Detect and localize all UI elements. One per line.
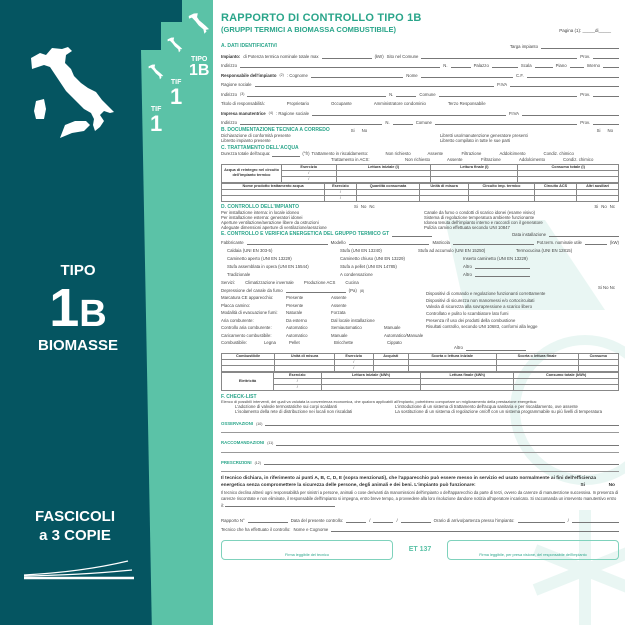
prov-field[interactable] xyxy=(593,92,619,97)
interno-field[interactable] xyxy=(603,63,619,68)
prop-label: Controllo aria comburente: xyxy=(221,325,272,331)
data-day-field[interactable] xyxy=(346,518,366,523)
no-header: No xyxy=(360,204,367,210)
type-stufa-pellet[interactable]: Stufa a pellet (UNI EN 14785) xyxy=(340,263,397,269)
impianto-label: Impianto: xyxy=(221,53,241,59)
table-cell[interactable]: / xyxy=(282,170,337,176)
targa-field[interactable] xyxy=(541,44,619,49)
no-header: No xyxy=(601,204,607,210)
impresa-comune-field[interactable] xyxy=(435,120,577,125)
table-cell[interactable]: / xyxy=(325,189,357,195)
tab-label-big: 1B xyxy=(189,62,210,79)
section-f-title: F. CHECK-LIST xyxy=(221,393,257,400)
table-cell[interactable] xyxy=(469,195,535,201)
combustibile-table xyxy=(221,353,619,372)
prop-option[interactable]: Bricchette xyxy=(334,340,354,346)
potenza-field[interactable] xyxy=(322,54,372,59)
nome-label: Nome xyxy=(406,72,418,78)
indirizzo-resp-field[interactable] xyxy=(247,92,386,97)
option-addolcimento[interactable]: Addolcimento xyxy=(519,157,546,163)
table-header: Consumo totale (kWh) xyxy=(514,372,619,378)
cf-field[interactable] xyxy=(527,73,619,78)
si-header: Si xyxy=(354,204,358,210)
table-header: Acquisti xyxy=(373,353,408,359)
option-occupante[interactable]: Occupante xyxy=(331,101,352,107)
n-label: N. xyxy=(443,63,448,69)
italy-mini-icon xyxy=(148,62,164,84)
reintegro-table xyxy=(221,164,619,183)
cover-type-block xyxy=(0,262,156,354)
data-year-field[interactable] xyxy=(401,518,431,523)
table-header: Circuito imp. termico xyxy=(469,183,535,189)
check-valvola[interactable]: Valvola di sicurezza alla sovrapressione a scarico libero xyxy=(426,304,532,310)
prop-option[interactable]: Altro xyxy=(454,345,463,351)
prov-label: Prov. xyxy=(580,91,591,97)
n-field[interactable] xyxy=(451,63,471,68)
table-cell[interactable]: / xyxy=(334,365,373,371)
option-terzo-responsabile[interactable]: Terzo Responsabile xyxy=(447,101,486,107)
matricola-label: Matricola xyxy=(432,239,450,245)
modello-field[interactable] xyxy=(349,240,430,245)
prop-option[interactable]: Automatico xyxy=(286,332,308,338)
orario-label: Orario di arrivo/partenza presso l'impianto: xyxy=(433,517,515,523)
section-d-title: D. CONTROLLO DELL'IMPIANTO xyxy=(221,203,300,210)
check-risultati[interactable]: Risultati controllo, secondo UNI 10683, conformi alla legge xyxy=(426,324,538,330)
prop-label: Placca camino: xyxy=(221,302,251,308)
firma-tecnico-box[interactable] xyxy=(221,540,393,560)
check-libretto-impianto[interactable]: Libretto impianto presente xyxy=(221,138,271,144)
table-cell[interactable] xyxy=(496,365,578,371)
prescrizioni-label: PRESCRIZIONI xyxy=(221,459,252,465)
scala-label: Scala xyxy=(520,63,532,69)
check-regolazione[interactable]: Sistema di regolazione temperatura ambiente funzionante xyxy=(424,214,535,220)
prop-option[interactable]: Forzata xyxy=(331,310,346,316)
check-locale-idoneo[interactable]: Per installazione interna: in locale idoneo xyxy=(221,209,300,215)
table-cell[interactable] xyxy=(420,195,469,201)
tab-label-small: TIPO xyxy=(191,56,208,63)
firma-tecnico-label: Firma leggibile del tecnico xyxy=(285,552,329,557)
si-header: Si xyxy=(594,204,599,210)
checklist-item[interactable]: L'introduzione di un sistema di trattamento dell'acqua sanitaria e per riscaldamento, ove assente xyxy=(395,404,578,410)
type-caldaia[interactable]: Caldaia (UNI EN 303-5) xyxy=(227,247,273,253)
type-stufa-assemblata[interactable]: Stufa assemblata in opera (UNI EN 15544) xyxy=(227,263,309,269)
servizio-cucina[interactable]: Cucina xyxy=(345,279,359,285)
table-header: Unità di misura xyxy=(420,183,469,189)
comune-resp-field[interactable] xyxy=(439,92,578,97)
fabbricante-label: Fabbricante xyxy=(221,239,244,245)
type-tradizionale[interactable]: Tradizionale xyxy=(227,271,251,277)
risc-label: Trattamento in riscaldamento: xyxy=(311,151,369,157)
piva-field[interactable] xyxy=(510,82,619,87)
acs-label: Trattamento in ACS: xyxy=(331,157,370,163)
checklist-item[interactable]: La sostituzione di un sistema di regolazione on/off con un sistema programmabile su più livelli di temperatura xyxy=(395,409,602,415)
si-header: Si xyxy=(350,128,355,134)
italy-mini-icon xyxy=(188,12,210,38)
table-cell[interactable]: / xyxy=(334,359,373,365)
type-stufa-accumulo[interactable]: Stufa ad accumulo (UNI EN 15250) xyxy=(418,247,486,253)
table-row xyxy=(222,365,619,371)
n-label: N. xyxy=(389,91,394,97)
firma-responsabile-box[interactable] xyxy=(447,540,619,560)
table-cell[interactable]: / xyxy=(282,176,337,182)
table-header: Consumo totale (l) xyxy=(518,164,619,170)
prop-label: Aria comburente: xyxy=(221,317,254,323)
table-row xyxy=(222,176,619,182)
table-cell[interactable] xyxy=(222,365,275,371)
table-row xyxy=(222,195,619,201)
table-header: Lettura iniziale (l) xyxy=(336,164,431,170)
table-header: Scorta o lettura finale xyxy=(496,353,578,359)
prov-field[interactable] xyxy=(593,54,619,59)
prop-label: Caricamento combustibile: xyxy=(221,332,272,338)
prov-label: Prov. xyxy=(580,53,590,59)
comune-label: Comune xyxy=(419,91,436,97)
table-cell[interactable] xyxy=(336,176,431,182)
type-termocucina[interactable]: Termocucina (UNI EN 12815) xyxy=(516,247,573,253)
n-field[interactable] xyxy=(396,92,416,97)
prop-option[interactable]: Legna xyxy=(264,340,276,346)
table-header: Esercizio xyxy=(282,164,337,170)
nc-header: Nc xyxy=(609,204,615,210)
check-generatori-idonei[interactable]: Per installazione esterna: generatori idonei xyxy=(221,214,303,220)
indirizzo-label: Indirizzo xyxy=(221,63,238,69)
altro-field[interactable] xyxy=(466,346,526,351)
check-pulizia-camino[interactable]: Pulizia camino effettuata secondo UNI 10847 xyxy=(424,224,510,230)
responsabile-label: Responsabile dell'impianto xyxy=(221,72,277,78)
impresa-piva-field[interactable] xyxy=(522,111,619,116)
prop-option[interactable]: Dal locale installazione xyxy=(331,317,375,323)
data-month-field[interactable] xyxy=(373,518,393,523)
type-altro[interactable]: Altro xyxy=(463,263,472,269)
footnote-ref: (12) xyxy=(254,460,261,465)
trattamento-table xyxy=(221,183,619,202)
table-cell[interactable] xyxy=(578,365,618,371)
comune-label: Comune xyxy=(415,120,432,126)
osservazioni-field[interactable] xyxy=(265,421,619,426)
prop-label: Marcatura CE apparecchio: xyxy=(221,295,274,301)
nome-cognome-label: Nome e Cognome xyxy=(293,527,329,533)
nome-field[interactable] xyxy=(421,73,513,78)
durezza-label: Durezza totale dell'acqua: xyxy=(221,151,271,157)
modello-label: Modello xyxy=(330,239,346,245)
depressione-field[interactable] xyxy=(286,288,346,293)
type-condensazione[interactable]: A condensazione xyxy=(340,271,373,277)
prop-option[interactable]: Manuale xyxy=(384,325,401,331)
type-caminetto-chiuso[interactable]: Caminetto chiuso (UNI EN 13229) xyxy=(340,255,405,261)
table-header: Nome prodotto trattamento acqua xyxy=(222,183,325,189)
prop-option[interactable]: Assente xyxy=(331,302,347,308)
ragione-sociale-field[interactable] xyxy=(255,82,494,87)
matricola-field[interactable] xyxy=(453,240,534,245)
ragione-sociale-label: Ragione sociale xyxy=(221,82,252,88)
page-counter: Pagina (1): _____di_____ xyxy=(559,28,611,33)
piva-label: P.IVA xyxy=(497,82,508,88)
cover-fascicoli-line1: FASCICOLI xyxy=(34,508,115,525)
type-stufa[interactable]: Stufa (UNI EN 13240) xyxy=(340,247,382,253)
fabbricante-field[interactable] xyxy=(247,240,328,245)
rapporto-label: Rapporto N° xyxy=(221,517,245,523)
no-header: No xyxy=(607,128,613,134)
declaration-si[interactable]: Si xyxy=(580,482,585,488)
table-header: Acqua di reintegro nel circuito dell'impianto termico xyxy=(222,164,282,182)
manutenzione-date-field[interactable] xyxy=(225,502,335,507)
option-condiz-chimico[interactable]: Condiz. chimico xyxy=(543,151,574,157)
type-inserto-caminetto[interactable]: Inserto caminetto (UNI EN 13229) xyxy=(463,255,528,261)
nc-header: Nc xyxy=(369,204,375,210)
no-header: No xyxy=(603,285,609,291)
section-b-title: B. DOCUMENTAZIONE TECNICA A CORREDO xyxy=(221,127,330,134)
table-header: Esercizio xyxy=(325,183,357,189)
check-libretto-compilato[interactable]: Libretto compilato in tutte le sue parti xyxy=(440,138,511,144)
table-header: Quantità consumata xyxy=(356,183,419,189)
check-canale-fumo[interactable]: Canale da fumo o condotti di scarico idonei (esame visivo) xyxy=(424,209,536,215)
tab-label-big: 1 xyxy=(170,84,183,109)
piano-field[interactable] xyxy=(570,63,584,68)
table-header: Consumo xyxy=(578,353,618,359)
table-cell[interactable] xyxy=(373,365,408,371)
footnote-ref: (8) xyxy=(359,288,365,293)
checklist-item[interactable]: L'isolamento della rete di distribuzione nei locali non riscaldati xyxy=(235,409,353,415)
servizio-climatizzazione[interactable]: Climatizzazione invernale xyxy=(245,279,294,285)
section-e-title: E. CONTROLLO E VERIFICA ENERGETICA DEL GRUPPO TERMICO GT xyxy=(221,231,390,238)
pot-term-field[interactable] xyxy=(585,240,607,245)
disclaimer-text: Il tecnico declina altresì ogni responsabilità per sinistri a persone, animali o cose derivanti da manomissioni dell'impianto o dell'apparecchio da parte di terzi, ovvero da carenze di manutenzione successiva. In presenza di carenze riscontrate e non eliminate, il responsabile dell'impianto si impegna, entro breve tempo, a provvedere alla loro risoluzione dandone notizia all'operatore incaricato. Si raccomanda un intervento manutentivo entro il: xyxy=(221,490,619,509)
elettricita-table xyxy=(221,372,619,391)
check-presenza-rif[interactable]: Presenza rif uso dei prodotti della combustione xyxy=(426,317,516,323)
prop-option[interactable]: Automatico xyxy=(286,325,308,331)
tecnico-label: Tecnico che ha effettuato il controllo: xyxy=(221,527,291,533)
check-sicurezza[interactable]: Dispositivi di sicurezza non manomessi e/o cortocircuitati xyxy=(426,297,535,303)
si-header: Si xyxy=(598,285,602,291)
form-code: ET 137 xyxy=(408,546,432,554)
prop-option[interactable]: Pellet xyxy=(289,340,300,346)
cover-type-number: 1 xyxy=(49,278,80,338)
servizio-acs[interactable]: Produzione ACS xyxy=(303,279,336,285)
table-cell[interactable]: / xyxy=(325,195,357,201)
table-header: Lettura iniziale (kWh) xyxy=(321,372,421,378)
prop-option[interactable]: Assente xyxy=(331,295,347,301)
check-aperture-libere[interactable]: Aperture ventilazione/aerazione libere da ostruzioni xyxy=(221,219,319,225)
option-proprietario[interactable]: Proprietario xyxy=(286,101,310,107)
prop-option[interactable]: Cippato xyxy=(387,340,402,346)
cf-label: C.F. xyxy=(516,72,524,78)
cover-type-letter: B xyxy=(79,293,107,335)
declaration-no[interactable]: No xyxy=(608,482,615,488)
nc-header: Nc xyxy=(609,285,615,291)
data-inst-field[interactable] xyxy=(549,232,619,237)
data-label: Data del presente controllo: xyxy=(290,517,344,523)
table-header: Combustibile xyxy=(222,353,275,359)
tab-label-big: 1 xyxy=(150,111,163,136)
footnote-ref: (11) xyxy=(267,441,274,446)
table-cell[interactable] xyxy=(275,365,335,371)
piano-label: Piano xyxy=(555,63,567,69)
table-header: Esercizio xyxy=(334,353,373,359)
form-sheet: Pagina (1): _____di_____ RAPPORTO DI CONTROLLO TIPO 1B (GRUPPI TERMICI A BIOMASSA COMBUSTIBILE) A. DATI IDENTIFICATIVI Targa impianto Impianto: di Potenza termica nominale totale max (kW) Sito nel Comune Prov. Indirizzo N. Palazzo Scala Piano Interno Responsabile dell'impianto (2) : Cognome Nome C.F. Ragione sociale P.IVA Indirizzo (3) N. Comune Prov. Titolo di responsabilità: Proprietario Occupante Amministratore condominio Terzo Responsabile Impresa manutentrice (4) : Ragione sociale P.IVA Indirizzo N. Comune Prov. B. DOCUMENTAZIONE TECNICA A CORREDO Si No Si No Dichiarazione di conformità presente Libretto impianto presente Libretti uso/manutenzione generatore presenti Libretto compilato in tutte le sue parti C. TRATTAMENTO DELL'ACQUA Durezza totale dell'acqua: (°fr) Trattamento in riscaldamento: Non richiesto Assente Filtrazione Addolcimento Condiz. chimico Trattamento in ACS: Non richiesto Assente Filtrazione Addolcimento Condiz. chimico Acqua di reintegro nel circuito dell'impianto termico Esercizio Lettura iniziale (l) Lettura finale (l) Consumo totale (l) / / Nome prodotto trattamento acqua Esercizio Quantità consumata Unità di misura Circuito imp. termico Circuito ACS Altri ausiliari / / D. CONTROLLO DELL'IMPIANTO Si No Nc Si No Nc Per installazione interna: in locale idoneo Per installazione esterna: generatori idonei Aperture ventilazione/aerazione libere da ostruzioni Adeguate dimensioni aperture di ventilazione/aerazione Canale da fumo o condotti di scarico idonei (esame visivo) Sistema di regolazione temperatura ambiente funzionante Idonea tenuta dell'impianto interno e raccordi con il generatore Pulizia camino effettuata secondo UNI 10847 E. CONTROLLO E VERIFICA ENERGETICA DEL GRUPPO TERMICO GT Data installazione Fabbricante Modello Matricola Pot.term. nominale utile (kW) Caldaia (UNI EN 303-5) Stufa (UNI EN 13240) Stufa ad accumulo (UNI EN 15250) Termocucina (UNI EN 12815) Caminetto aperto (UNI EN 13229) Caminetto chiuso (UNI EN 13229) Inserto caminetto (UNI EN 13229) Stufa assemblata in opera (UNI EN 15544) Stufa a pellet (UNI EN 14785) Altro Tradizionale A condensazione Altro Servizi: Climatizzazione invernale Produzione ACS Cucina Depressione del canale da fumo (Pa) (8) Marcatura CE apparecchio: Presente Assente Placca camino: Presente Assente Modalità di evacuazione fumi: Naturale Forzata Aria comburente: Da esterno Dal locale installazione Controllo aria comburente: Automatico Semiautomatico Manuale Caricamento combustibile: Automatico Manuale Automatico/Manuale Combustibile: Legna Pellet Bricchette Cippato Si No Nc Dispositivi di comando e regolazione funzionanti correttamente Dispositivi di sicurezza non manomessi e/o cortocircuitati Valvola di sicurezza alla sovrapressione a scarico libero Controllato e pulito lo scambiatore lato fumi Presenza rif uso dei prodotti della combustione Risultati controllo, secondo UNI 10683, conformi alla legge Altro Combustibile Unità di misura Esercizio Acquisti Scorta o lettura iniziale Scorta o lettura finale Consumo / / Elettricità Esercizio Lettura iniziale (kWh) Lettura finale (kWh) Consumo totale (kWh) / / F. CHECK-LIST Elenco di possibili interventi, dei quali va valutata la convenienza economica, che qualora applicabili all'impianto, potrebbero comportare un miglioramento della prestazione energetica: L'adozione di valvole termostatiche sui corpi scaldanti L'introduzione di un sistema di trattamento dell'acqua sanitaria e per riscaldamento, ove assente L'isolamento della rete di distribuzione nei locali non riscaldati La sostituzione di un sistema di regolazione on/off con un sistema programmabile su più livelli di temperatura OSSERVAZIONI (10) RACCOMANDAZIONI (11) PRESCRIZIONI (12) Il tecnico dichiara, in riferimento ai punti A, B, C, D, E (sopra menzionati), che l'apparecchio può essere messo in servizio ed usato normalmente ai fini dell'efficienza energetica senza compromettere la sicurezza delle persone, degli animali e dei beni. L'impianto può funzionare: Si No Il tecnico declina altresì ogni responsabilità per sinistri a persone, animali o cose derivanti da manomissioni dell'impianto o dell'apparecchio da parte di terzi, ovvero da carenze di manutenzione successiva. In presenza di carenze riscontrate e non eliminate, il responsabile dell'impianto si impegna, entro breve tempo, a provvedere alla loro risoluzione dandone notizia all'operatore incaricato. Si raccomanda un intervento manutentivo entro il: Rapporto N° Data del presente controllo: / / Orario di arrivo/partenza presso l'impianto: / Tecnico che ha effettuato il controllo: Nome e Cognome Firma leggibile del tecnico ET 137 Firma leggibile, per presa visione, del responsabile dell'impianto xyxy=(213,0,625,625)
table-header: Circuito ACS xyxy=(534,183,576,189)
n-label: N. xyxy=(385,120,390,126)
section-c-title: C. TRATTAMENTO DELL'ACQUA xyxy=(221,144,299,151)
table-cell[interactable] xyxy=(222,195,325,201)
kw-label: (kW) xyxy=(374,53,384,59)
impresa-indirizzo-field[interactable] xyxy=(240,120,382,125)
servizi-label: Servizi: xyxy=(221,279,236,285)
indirizzo-label: Indirizzo xyxy=(221,120,238,126)
titolo-label: Titolo di responsabilità: xyxy=(221,101,265,107)
depressione-label: Depressione del canale da fumo xyxy=(221,287,283,293)
fr-label: (°fr) xyxy=(302,151,310,157)
table-cell[interactable] xyxy=(518,176,619,182)
prop-option[interactable]: Presente xyxy=(286,302,304,308)
no-header: No xyxy=(361,128,368,134)
table-header: Esercizio xyxy=(274,372,322,378)
cover-fascicoli-block xyxy=(0,508,150,546)
table-row xyxy=(222,384,619,390)
declaration-text: Il tecnico dichiara, in riferimento ai punti A, B, C, D, E (sopra menzionati), che l'apparecchio può essere messo in servizio ed usato normalmente ai fini dell'efficienza energetica senza compromettere la sicurezza delle persone, degli animali e dei beni. L'impianto può funzionare: xyxy=(221,476,597,488)
cover-subtitle: BIOMASSE xyxy=(37,337,118,354)
cover-tipo-label: TIPO xyxy=(60,262,96,279)
table-header: Unità di misura xyxy=(275,353,335,359)
option-assente[interactable]: Assente xyxy=(427,151,444,157)
check-libretti-uso[interactable]: Libretti uso/manutenzione generatore presenti xyxy=(440,133,528,139)
option-addolcimento[interactable]: Addolcimento xyxy=(499,151,526,157)
prop-label: Modalità di evacuazione fumi: xyxy=(221,310,278,316)
footnote-ref: (4) xyxy=(268,111,274,116)
tab-label-small: TIF xyxy=(170,79,182,86)
potenza-label: di Potenza termica nominale totale max xyxy=(243,53,319,59)
table-cell[interactable] xyxy=(321,384,421,390)
footnote-ref: (2) xyxy=(279,73,284,78)
altro-field[interactable] xyxy=(475,264,530,269)
option-non-richiesto[interactable]: Non richiesto xyxy=(385,151,411,157)
option-assente[interactable]: Assente xyxy=(447,157,463,163)
orario-partenza-field[interactable] xyxy=(572,518,619,523)
impresa-rs-label: : Ragione sociale xyxy=(276,110,309,116)
prov-field[interactable] xyxy=(593,120,619,125)
tecnico-nome-field[interactable] xyxy=(331,527,619,532)
section-a-title: A. DATI IDENTIFICATIVI xyxy=(221,43,277,50)
table-cell[interactable] xyxy=(577,195,619,201)
orario-arrivo-field[interactable] xyxy=(518,518,565,523)
indirizzo-field[interactable] xyxy=(240,63,440,68)
table-header: Scorta o lettura iniziale xyxy=(408,353,496,359)
tab-label-small: TIF xyxy=(150,106,162,113)
sito-label: Sito nel Comune xyxy=(386,53,419,59)
footnote-ref: (10) xyxy=(256,421,263,426)
prop-option[interactable]: Semiautomatico xyxy=(331,325,362,331)
prop-option[interactable]: Presente xyxy=(286,295,304,301)
piva-label: P.IVA xyxy=(508,110,520,116)
impresa-rs-field[interactable] xyxy=(312,111,506,116)
prescrizioni-field[interactable] xyxy=(264,460,619,465)
prop-label: Combustibile: xyxy=(221,340,248,346)
table-header: Elettricità xyxy=(222,372,274,390)
pot-term-label: Pot.term. nominale utile xyxy=(536,239,582,245)
table-header: Lettura finale (kWh) xyxy=(421,372,514,378)
cognome-field[interactable] xyxy=(311,73,403,78)
data-inst-label: Data installazione xyxy=(512,231,546,237)
pa-label: (Pa) xyxy=(348,287,357,293)
rapporto-field[interactable] xyxy=(248,518,288,523)
palazzo-field[interactable] xyxy=(492,63,518,68)
cover-fascicoli-line2: a 3 COPIE xyxy=(39,526,111,544)
option-condiz-chimico[interactable]: Condiz. chimico xyxy=(563,157,594,163)
check-aperture-dimensioni[interactable]: Adeguate dimensioni aperture di ventilazione/aerazione xyxy=(221,224,327,230)
gt-field[interactable] xyxy=(392,232,432,237)
checklist-item[interactable]: L'adozione di valvole termostatiche sui corpi scaldanti xyxy=(235,404,338,410)
table-cell[interactable]: / xyxy=(274,378,322,384)
comune-field[interactable] xyxy=(421,54,577,59)
durezza-field[interactable] xyxy=(272,152,300,157)
raccomandazioni-field[interactable] xyxy=(276,441,619,446)
form-subtitle: (GRUPPI TERMICI A BIOMASSA COMBUSTIBILE) xyxy=(221,25,396,35)
table-cell[interactable] xyxy=(534,195,576,201)
form-title: RAPPORTO DI CONTROLLO TIPO 1B xyxy=(221,12,422,24)
check-scambiatore[interactable]: Controllato e pulito lo scambiatore lato fumi xyxy=(426,311,509,317)
option-filtrazione[interactable]: Filtrazione xyxy=(481,157,501,163)
italy-map-icon xyxy=(28,45,118,145)
prov-label: Prov. xyxy=(580,120,591,126)
table-cell[interactable] xyxy=(514,384,619,390)
pages-stack-icon xyxy=(22,558,137,580)
targa-label: Targa impianto xyxy=(509,44,538,50)
osservazioni-label: OSSERVAZIONI xyxy=(221,420,254,426)
raccomandazioni-label: RACCOMANDAZIONI xyxy=(221,440,265,446)
scala-field[interactable] xyxy=(535,63,553,68)
prop-option[interactable]: Automatico/Manuale xyxy=(384,332,424,338)
firma-responsabile-label: Firma leggibile, per presa visione, del responsabile dell'impianto xyxy=(479,552,587,557)
check-dichiarazione[interactable]: Dichiarazione di conformità presente xyxy=(221,133,291,139)
n-field[interactable] xyxy=(393,120,413,125)
option-filtrazione[interactable]: Filtrazione xyxy=(461,151,482,157)
checklist-intro: Elenco di possibili interventi, dei quali va valutata la convenienza economica, che qualora applicabili all'impianto, potrebbero comportare un miglioramento della prestazione energetica: xyxy=(221,398,537,404)
table-cell[interactable] xyxy=(408,365,496,371)
option-non-richiesto[interactable]: Non richiesto xyxy=(405,157,431,163)
interno-label: Interno xyxy=(586,63,600,69)
cognome-label: : Cognome xyxy=(286,72,308,78)
check-tenuta[interactable]: Idonea tenuta dell'impianto interno e raccordi con il generatore xyxy=(424,219,543,225)
impresa-label: Impresa manutentrice xyxy=(221,110,266,116)
italy-mini-icon xyxy=(167,35,183,57)
table-header: Lettura finale (l) xyxy=(431,164,518,170)
palazzo-label: Palazzo xyxy=(473,63,489,69)
table-header: Altri ausiliari xyxy=(577,183,619,189)
indirizzo-label: Indirizzo xyxy=(221,91,238,97)
table-cell[interactable] xyxy=(431,176,518,182)
kw-label: (kW) xyxy=(609,239,619,245)
type-altro[interactable]: Altro xyxy=(463,271,472,277)
footnote-ref: (3) xyxy=(240,92,245,97)
prop-option[interactable]: Manuale xyxy=(331,332,348,338)
si-header: Si xyxy=(596,128,601,134)
table-cell[interactable] xyxy=(421,384,514,390)
table-cell[interactable] xyxy=(356,195,419,201)
check-comando[interactable]: Dispositivi di comando e regolazione funzionanti correttamente xyxy=(426,291,546,297)
table-cell[interactable]: / xyxy=(274,384,322,390)
prop-option[interactable]: Naturale xyxy=(286,310,303,316)
prop-option[interactable]: Da esterno xyxy=(286,317,308,323)
type-caminetto-aperto[interactable]: Caminetto aperto (UNI EN 13229) xyxy=(227,255,292,261)
option-amministratore[interactable]: Amministratore condominio xyxy=(373,101,426,107)
